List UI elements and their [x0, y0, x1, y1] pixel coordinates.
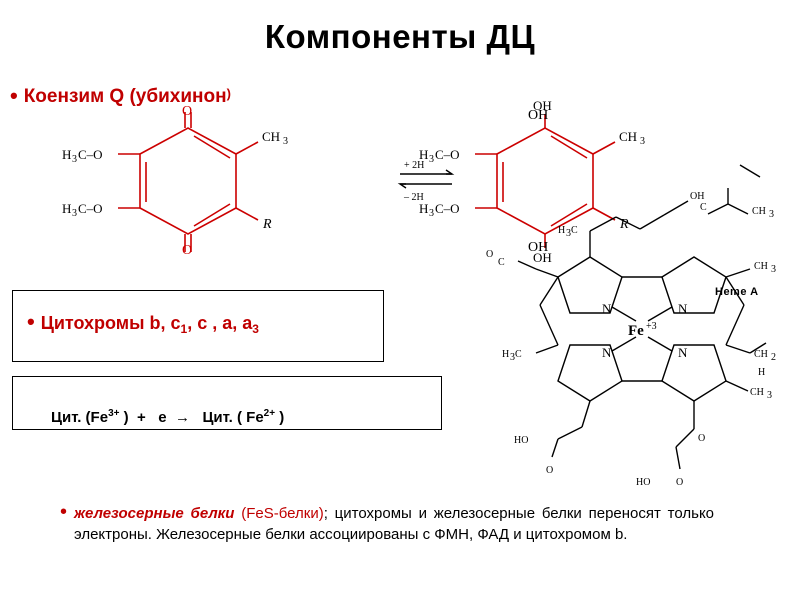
svg-text:3: 3	[769, 209, 774, 220]
quinone-r-group-label: R	[263, 217, 272, 232]
quinol-methoxy-bottom-label: H	[419, 201, 429, 216]
svg-text:3: 3	[566, 228, 571, 239]
redox-add-2h-label: + 2H	[404, 160, 425, 171]
svg-text:C–O: C–O	[78, 147, 103, 162]
quinone-structure	[62, 112, 288, 252]
fes-proteins-paragraph	[74, 503, 714, 546]
quinol-oh-bottom-text: OH	[528, 240, 549, 255]
heme-carboxyl-ho-right-label: HO	[636, 477, 651, 488]
heme-formyl-o-label: O	[486, 249, 494, 260]
reaction-left-charge: 3+	[108, 408, 120, 419]
svg-text:C–O: C–O	[435, 201, 460, 216]
fes-rest: ; цитохромы и железосерные белки переносят только электроны. Железосерные белки ассоциированы с ФМН, ФАД и цитохромом b.	[74, 505, 715, 544]
cytochromes-box	[12, 290, 384, 362]
heme-carboxyl-ho-label: HO	[514, 435, 529, 446]
bullet-dot-icon: •	[27, 309, 35, 334]
heme-a-label: Heme A	[715, 286, 759, 298]
heme-h3c-left-label: H	[502, 349, 510, 360]
fes-highlight: железосерные белки	[74, 505, 235, 522]
svg-text:3: 3	[429, 154, 434, 165]
svg-text:3: 3	[429, 208, 434, 219]
svg-text:3: 3	[72, 154, 77, 165]
reaction-left-species: Цит. (Fe	[51, 409, 109, 426]
svg-text:C: C	[515, 349, 522, 360]
cytochromes-mid: , c , a, a	[187, 313, 253, 333]
heme-carboxyl-o-right-label: O	[698, 433, 706, 444]
cytochromes-sub2: 3	[252, 322, 259, 336]
reaction-arrow: →	[174, 409, 190, 426]
reaction-box	[12, 376, 442, 430]
quinone-methoxy-bottom-label: H	[62, 201, 72, 216]
reaction-right-close: )	[275, 409, 285, 426]
svg-text:3: 3	[510, 352, 515, 363]
quinol-methyl-label: CH	[619, 129, 638, 144]
heme-nitrogen-label: N	[678, 301, 688, 316]
quinol-methoxy-top-label: H	[419, 147, 429, 162]
svg-text:3: 3	[283, 136, 288, 147]
svg-text:C–O: C–O	[435, 147, 460, 162]
bullet-dot-icon: •	[60, 501, 68, 523]
svg-text:C: C	[571, 225, 578, 236]
svg-text:2: 2	[771, 352, 776, 363]
heme-h3c-top-label: H	[558, 225, 566, 236]
quinol-oh-top-label: OH	[533, 98, 552, 113]
svg-text:3: 3	[767, 390, 772, 401]
quinone-methyl-label: CH	[262, 129, 281, 144]
heme-formyl-c-label: C	[498, 257, 505, 268]
reaction-right-charge: 2+	[263, 408, 276, 419]
svg-text:3: 3	[771, 264, 776, 275]
quinone-carbonyl-bottom-o: O	[182, 243, 193, 258]
reaction-electron: e	[158, 409, 167, 426]
page-title: Компоненты ДЦ	[264, 18, 536, 55]
heme-hydroxyl-label: OH	[690, 191, 705, 202]
tail-methyl-label: CH	[752, 206, 766, 217]
heme-carboxyl-oh-right-label: O	[676, 477, 684, 488]
quinone-carbonyl-top-o: O	[182, 104, 193, 119]
reaction-text	[26, 391, 284, 443]
cytochromes-text	[27, 309, 259, 336]
heme-carboxyl-o-left-label: O	[546, 465, 554, 476]
svg-text:3: 3	[72, 208, 77, 219]
coenzyme-q-paren: )	[226, 86, 231, 101]
quinol-oh-top-text: OH	[528, 108, 549, 123]
isoprenoid-tail-fragment	[700, 188, 800, 248]
reaction-left-close: ) +	[119, 409, 146, 426]
svg-text:3: 3	[640, 136, 645, 147]
heme-iron-charge-label: +3	[646, 321, 657, 332]
bullet-coenzyme-q	[10, 83, 231, 108]
heme-vinyl-h-label: H	[758, 367, 766, 378]
heme-nitrogen-label: N	[602, 301, 612, 316]
heme-methyl-bottom-right-label: CH	[750, 387, 764, 398]
coenzyme-q-label: Коензим Q (убихинон	[23, 86, 227, 107]
fes-paren: (FeS-белки)	[234, 505, 324, 522]
reaction-right-species: Цит. ( Fe	[202, 409, 264, 426]
cytochromes-lead: Цитохромы b, c	[40, 313, 181, 333]
heme-vinyl-label: CH	[754, 349, 768, 360]
heme-nitrogen-label: N	[678, 345, 688, 360]
heme-iron-center-label: Fe	[628, 323, 644, 339]
svg-text:C–O: C–O	[78, 201, 103, 216]
redox-remove-2h-label: – 2H	[404, 192, 424, 203]
quinol-oh-bottom-label: OH	[533, 250, 552, 265]
quinol-r-group-label: R	[620, 217, 629, 232]
heme-methyl-top-right-label: CH	[754, 261, 768, 272]
bullet-fes-proteins	[60, 503, 760, 546]
quinone-methoxy-top-label: H	[62, 147, 72, 162]
cytochromes-sub1: 1	[180, 322, 188, 336]
heme-nitrogen-label: N	[602, 345, 612, 360]
bullet-dot-icon: •	[10, 83, 18, 108]
tail-c-label: C	[700, 202, 707, 213]
